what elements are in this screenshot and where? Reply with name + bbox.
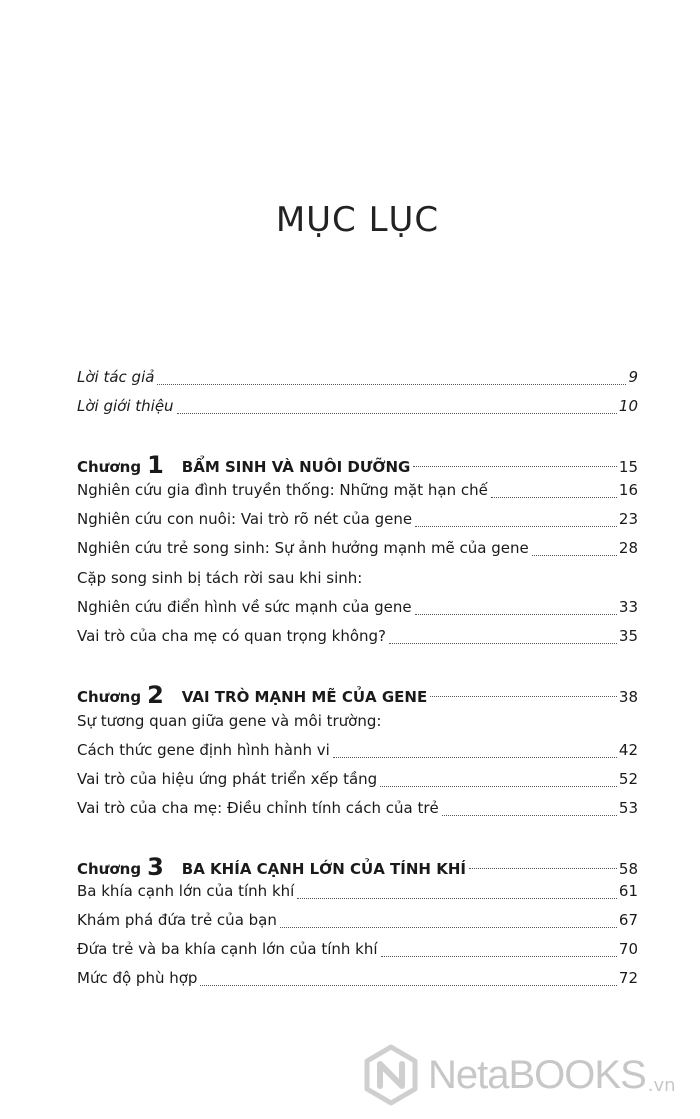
watermark-brand: NetaBOOKS [428,1052,646,1097]
chapter-number: 3 [147,853,164,881]
toc-entry[interactable] [77,799,638,821]
toc-entry[interactable] [77,627,638,649]
toc-entry-label: Nghiên cứu gia đình truyền thống: Những mặt hạn chế [77,481,488,499]
toc-page-number: 35 [618,627,638,645]
chapter-word: Chương [77,688,142,706]
toc-page-number: 15 [618,458,638,476]
toc-entry-author-note[interactable] [77,368,638,390]
chapter-title: BẨM SINH VÀ NUÔI DƯỠNG [181,458,411,476]
toc-entry-introduction[interactable] [77,397,638,419]
dot-leader [157,383,626,385]
chapter-number: 1 [147,451,164,479]
toc-entry-label: Nghiên cứu điển hình về sức mạnh của gene [77,598,412,616]
toc-page-number: 38 [618,688,638,706]
toc-page-number: 52 [618,770,638,788]
dot-leader [413,465,617,467]
dot-leader [380,785,617,787]
toc-entry[interactable] [77,770,638,792]
toc-entry-label: Khám phá đứa trẻ của bạn [77,911,277,929]
toc-entry[interactable] [77,481,638,503]
dot-leader [532,554,617,556]
toc-entry-label: Vai trò của hiệu ứng phát triển xếp tầng [77,770,378,788]
dot-leader [469,867,617,869]
dot-leader [333,756,617,758]
page-title: MỤC LỤC [275,200,440,240]
toc-entry-label: Lời giới thiệu [77,397,174,415]
toc-entry[interactable] [77,940,638,962]
toc-entry[interactable] [77,539,638,561]
dot-leader [297,897,617,899]
dot-leader [442,814,617,816]
toc-page-number: 72 [618,969,638,987]
dot-leader [381,955,617,957]
chapter-word: Chương [77,860,142,878]
toc-entry[interactable] [77,882,638,904]
toc-entry-heading: Cặp song sinh bị tách rời sau khi sinh: [77,569,363,587]
toc-page-number: 70 [618,940,638,958]
toc-entry-label: Vai trò của cha mẹ: Điều chỉnh tính cách của trẻ [77,799,439,817]
toc-entry[interactable] [77,510,638,532]
toc-entry[interactable] [77,911,638,933]
toc-page-number: 28 [618,539,638,557]
watermark [360,1040,676,1110]
toc-entry-label: Ba khía cạnh lớn của tính khí [77,882,295,900]
chapter-word: Chương [77,458,142,476]
dot-leader [491,496,617,498]
toc-page-number: 42 [618,741,638,759]
dot-leader [200,984,616,986]
watermark-suffix: .vn [647,1075,676,1096]
toc-entry-label: Lời tác giả [77,368,155,386]
toc-chapter-3[interactable] [77,852,638,881]
toc-page-number: 16 [618,481,638,499]
toc-chapter-1[interactable] [77,450,638,479]
toc-entry-label: Nghiên cứu con nuôi: Vai trò rõ nét của gene [77,510,413,528]
netabooks-logo-icon [360,1044,422,1106]
toc-entry[interactable] [77,969,638,991]
toc-page-number: 58 [618,860,638,878]
dot-leader [415,613,617,615]
toc-entry[interactable] [77,598,638,620]
dot-leader [430,695,617,697]
dot-leader [415,525,617,527]
chapter-title: VAI TRÒ MẠNH MẼ CỦA GENE [181,688,428,706]
toc-page-number: 23 [618,510,638,528]
chapter-title: BA KHÍA CẠNH LỚN CỦA TÍNH KHÍ [181,860,466,878]
toc-page-number: 10 [618,397,638,415]
toc-page-number: 61 [618,882,638,900]
toc-page-number: 33 [618,598,638,616]
dot-leader [389,642,617,644]
toc-entry-label: Nghiên cứu trẻ song sinh: Sự ảnh hưởng mạnh mẽ của gene [77,539,529,557]
toc-entry[interactable] [77,741,638,763]
toc-entry-label: Mức độ phù hợp [77,969,198,987]
chapter-number: 2 [147,681,164,709]
toc-page-number: 53 [618,799,638,817]
toc-entry-label: Cách thức gene định hình hành vi [77,741,330,759]
toc-entry-label: Vai trò của cha mẹ có quan trọng không? [77,627,386,645]
dot-leader [280,926,617,928]
dot-leader [177,412,617,414]
toc-chapter-2[interactable] [77,680,638,709]
toc-page-number: 9 [628,368,638,386]
toc-page-number: 67 [618,911,638,929]
toc-entry-label: Đứa trẻ và ba khía cạnh lớn của tính khí [77,940,378,958]
toc-entry-heading: Sự tương quan giữa gene và môi trường: [77,712,382,730]
